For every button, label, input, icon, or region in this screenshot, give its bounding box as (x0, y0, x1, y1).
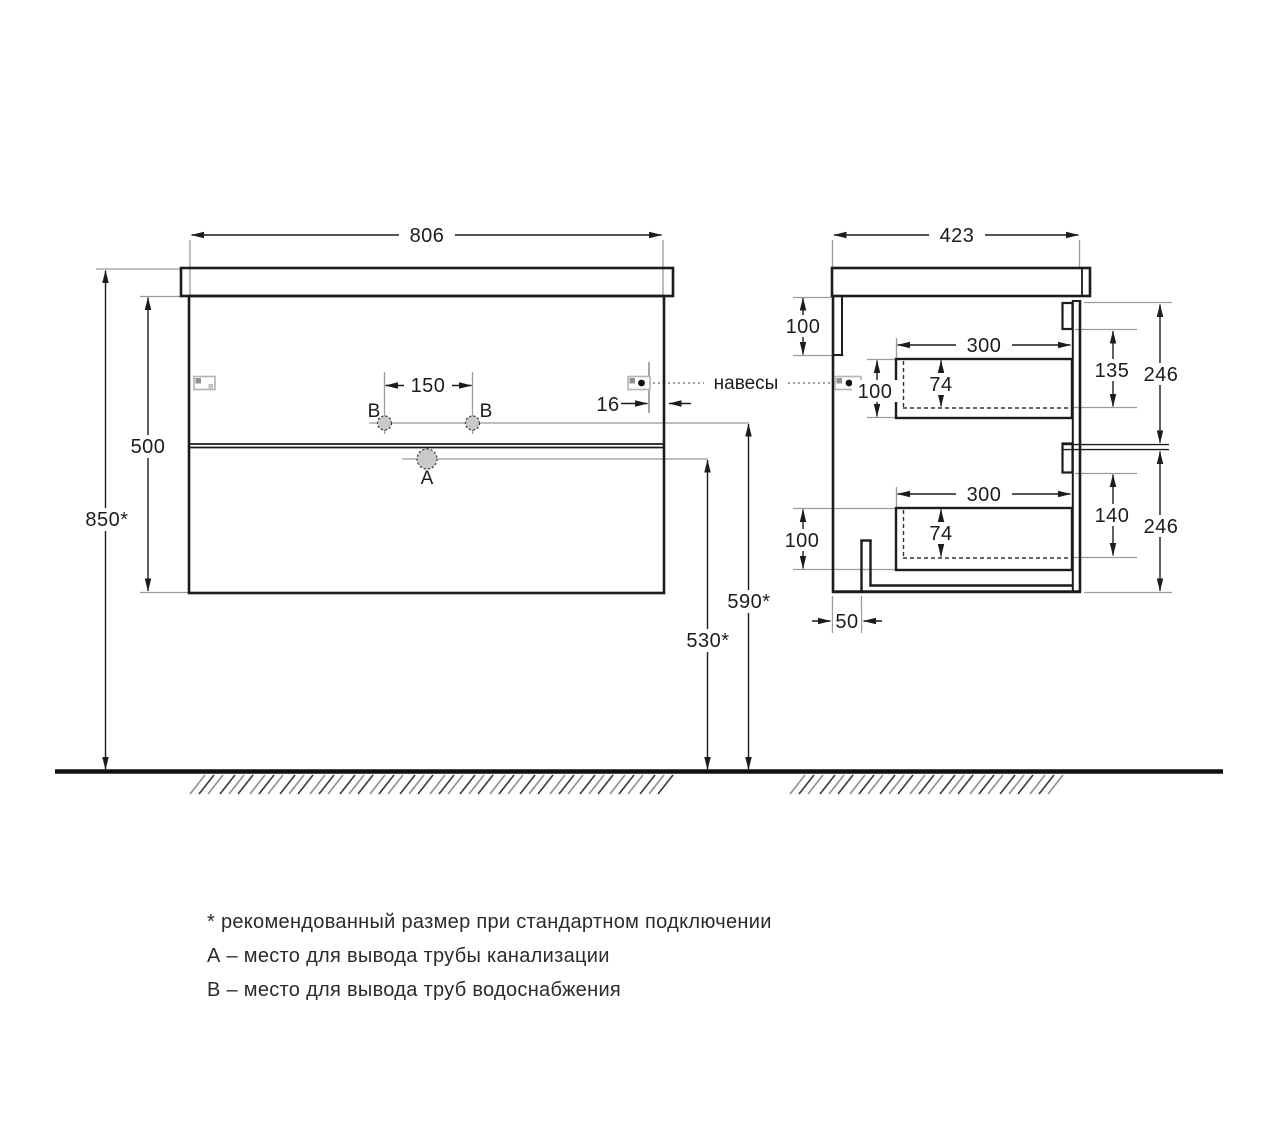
side-countertop (832, 268, 1090, 296)
hangers-callout: навесы (713, 373, 779, 394)
floor (55, 772, 1223, 795)
hanger-bracket-icon-front-right (628, 377, 650, 390)
note-drain-hole: А – место для вывода трубы канализации (207, 945, 610, 967)
hole-a-label: A (420, 468, 434, 489)
dimension-labels (79, 224, 1189, 652)
dim-front-panel-bottom: 246 (1143, 516, 1179, 538)
dim-top-front-offset: 135 (1094, 360, 1130, 382)
dim-holes-spacing: 150 (410, 375, 446, 397)
dim-front-panel-top: 246 (1143, 364, 1179, 386)
dim-top-drawer-height: 100 (857, 381, 893, 403)
front-view (181, 268, 673, 593)
side-view (832, 268, 1169, 593)
hanger-bracket-icon-front-left (194, 377, 215, 390)
dim-front-width: 806 (409, 225, 445, 247)
hole-b-label-right: B (479, 401, 493, 422)
notes (207, 911, 772, 1001)
drain-hole (417, 449, 437, 469)
top-drawer-handle (1063, 303, 1073, 329)
dim-total-height: 850* (85, 509, 129, 531)
note-water-holes: В – место для вывода труб водоснабжения (207, 979, 622, 1001)
dim-bracket-offset: 16 (596, 394, 620, 416)
bottom-drawer-handle (1063, 444, 1073, 473)
dim-bottom-drawer-depth: 74 (929, 523, 953, 545)
extension-lines (96, 240, 1172, 633)
dim-back-recess: 50 (835, 611, 859, 633)
dim-bottom-drawer-width: 300 (966, 484, 1002, 506)
water-hole-right (466, 416, 480, 430)
note-recommended-size: * рекомендованный размер при стандартном подключении (207, 911, 772, 933)
hole-b-label-left: B (367, 401, 381, 422)
service-holes (378, 416, 480, 469)
dim-cabinet-height: 500 (130, 436, 166, 458)
dim-rail-height: 100 (785, 316, 821, 338)
dim-top-drawer-depth: 74 (929, 374, 953, 396)
dim-water-height: 590* (727, 591, 771, 613)
dim-drain-height: 530* (686, 630, 730, 652)
dim-top-drawer-width: 300 (966, 335, 1002, 357)
floor-hatching (190, 775, 1063, 794)
front-countertop (181, 268, 673, 296)
dim-depth: 423 (939, 225, 975, 247)
dim-bottom-front-offset: 140 (1094, 505, 1130, 527)
dim-bottom-drawer-height: 100 (784, 530, 820, 552)
